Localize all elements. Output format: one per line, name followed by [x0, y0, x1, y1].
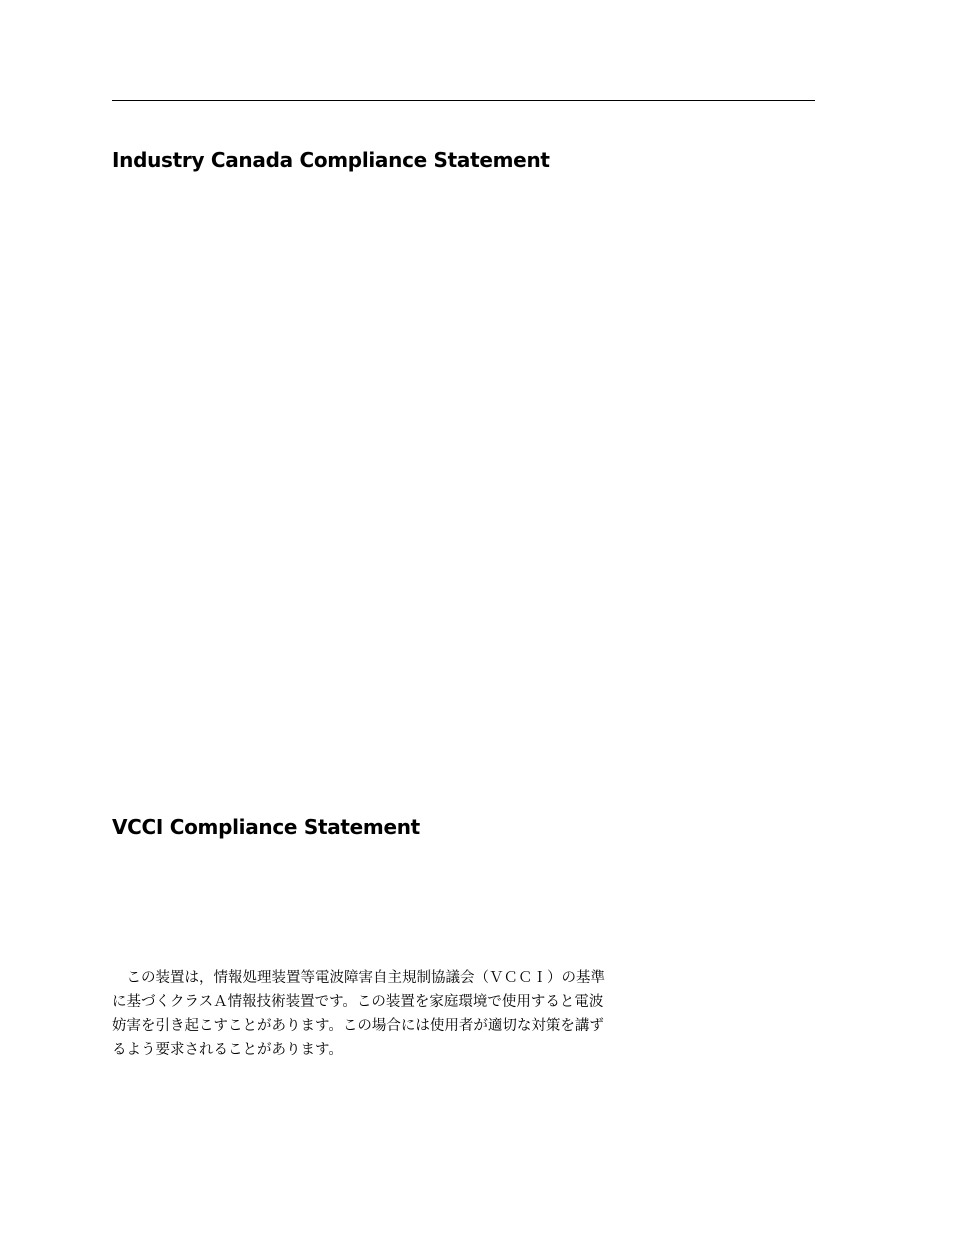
vcci-statement-line: に基づくクラスＡ情報技術装置です。この装置を家庭環境で使用すると電波: [112, 994, 604, 1010]
vcci-heading: VCCI Compliance Statement: [112, 815, 420, 839]
vcci-statement-line: るよう要求されることがあります。: [112, 1042, 343, 1058]
vcci-statement-line: 妨害を引き起こすことがあります。この場合には使用者が適切な対策を講ず: [112, 1018, 604, 1034]
vcci-japanese-statement: [112, 966, 622, 1062]
header-rule: [112, 100, 815, 101]
industry-canada-heading: Industry Canada Compliance Statement: [112, 148, 550, 172]
vcci-statement-line: この装置は，情報処理装置等電波障害自主規制協議会（ＶＣＣＩ）の基準: [112, 970, 605, 986]
